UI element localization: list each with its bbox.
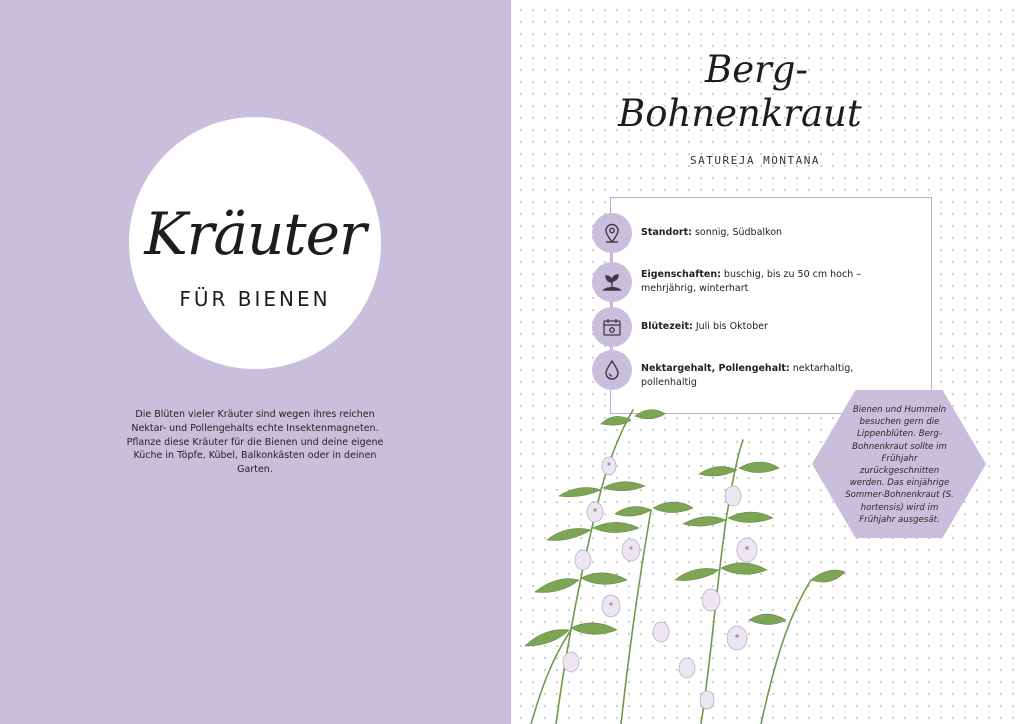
info-row-standort — [641, 226, 911, 240]
info-row-bluetezeit — [641, 320, 911, 334]
latin-name: SATUREJA MONTANA — [690, 154, 820, 167]
info-value-standort: sonnig, Südbalkon — [691, 227, 783, 238]
info-row-nektar — [641, 362, 911, 390]
droplet-icon — [592, 350, 632, 390]
info-label-eigenschaften: Eigenschaften: — [641, 269, 721, 280]
savory-plant-illustration — [511, 400, 851, 724]
seedling-icon — [592, 262, 632, 302]
chapter-subtitle: FÜR BIENEN — [179, 287, 331, 311]
intro-paragraph: Die Blüten vieler Kräuter sind wegen ihres reichen Nektar- und Pollengehalts echte Insektenmagneten. Pflanze diese Kräuter für die Bienen und deine eigene Küche in Töpfe, Kübel, Balkonkästen oder in deinen Garten. — [126, 409, 384, 476]
herb-title-line2: Bohnenkraut — [618, 92, 862, 135]
info-label-bluetezeit: Blütezeit: — [641, 321, 693, 332]
info-row-eigenschaften — [641, 268, 911, 296]
info-value-nektar: nektarhaltig, pollenhaltig — [641, 363, 854, 388]
chapter-title: Kräuter — [144, 200, 366, 268]
title-circle — [129, 117, 381, 369]
info-value-bluetezeit: Juli bis Oktober — [692, 321, 768, 332]
herb-title — [610, 48, 930, 136]
herb-title-line1: Berg- — [705, 48, 808, 91]
info-label-nektar: Nektargehalt, Pollengehalt: — [641, 363, 790, 374]
hexagon-note-text: Bienen und Hummeln besuchen gern die Lippenblüten. Berg-Bohnenkraut sollte im Frühjahr zurückgeschnitten werden. Das einjährige Sommer-Bohnenkraut (S. hortensis) wird im Frühjahr ausgesät. — [845, 405, 954, 525]
info-label-standort: Standort: — [641, 227, 692, 238]
calendar-icon — [592, 307, 632, 347]
info-value-eigenschaften: buschig, bis zu 50 cm hoch – mehrjährig, winterhart — [641, 269, 861, 294]
location-pin-icon — [592, 213, 632, 253]
